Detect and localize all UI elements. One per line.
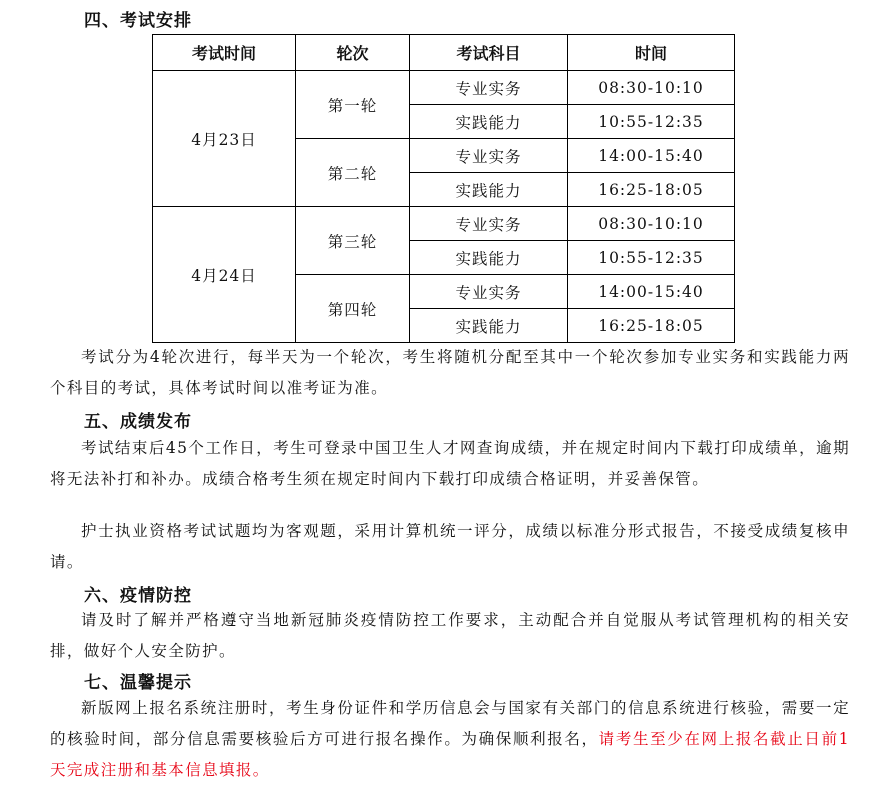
- round-cell: 第三轮: [296, 207, 410, 275]
- time-cell: 16:25-18:05: [568, 309, 735, 343]
- subject-cell: 专业实务: [410, 139, 568, 173]
- paragraph-results-2: 护士执业资格考试试题均为客观题，采用计算机统一评分，成绩以标准分形式报告，不接受成绩复核申请。: [50, 522, 850, 571]
- header-time: 时间: [568, 35, 735, 71]
- time-cell: 14:00-15:40: [568, 275, 735, 309]
- paragraph-tips: [50, 693, 850, 786]
- time-cell: 08:30-10:10: [568, 207, 735, 241]
- subject-cell: 实践能力: [410, 309, 568, 343]
- time-cell: 16:25-18:05: [568, 173, 735, 207]
- date-cell: 4月24日: [153, 207, 296, 343]
- header-exam-date: 考试时间: [153, 35, 296, 71]
- round-cell: 第四轮: [296, 275, 410, 343]
- date-cell: 4月23日: [153, 71, 296, 207]
- subject-cell: 实践能力: [410, 241, 568, 275]
- paragraph-results-1: 考试结束后45个工作日，考生可登录中国卫生人才网查询成绩，并在规定时间内下载打印成绩单，逾期将无法补打和补办。成绩合格考生须在规定时间内下载打印成绩合格证明，并妥善保管。: [50, 439, 850, 488]
- paragraph-epidemic: 请及时了解并严格遵守当地新冠肺炎疫情防控工作要求，主动配合并自觉服从考试管理机构的相关安排，做好个人安全防护。: [50, 611, 850, 660]
- table-row: [153, 71, 735, 105]
- subject-cell: 实践能力: [410, 105, 568, 139]
- subject-cell: 专业实务: [410, 71, 568, 105]
- section-7-heading: 七、温馨提示: [84, 673, 192, 693]
- section-5-heading: 五、成绩发布: [84, 412, 192, 432]
- header-round: 轮次: [296, 35, 410, 71]
- round-cell: 第一轮: [296, 71, 410, 139]
- exam-schedule-table: [152, 34, 735, 343]
- table-header-row: [153, 35, 735, 71]
- section-4-heading: 四、考试安排: [84, 11, 192, 31]
- tips-text: 新版网上报名系统注册时，考生身份证件和学历信息会与国家有关部门的信息系统进行核验，需要一定的核验时间，部分信息需要核验后方可进行报名操作。为确保顺利报名，: [50, 699, 850, 748]
- tips-red-notice: 请考生至少在网上报名截止日前1天完成注册和基本信息填报。: [50, 730, 850, 779]
- subject-cell: 专业实务: [410, 207, 568, 241]
- section-6-heading: 六、疫情防控: [84, 586, 192, 606]
- header-subject: 考试科目: [410, 35, 568, 71]
- subject-cell: 专业实务: [410, 275, 568, 309]
- time-cell: 14:00-15:40: [568, 139, 735, 173]
- table-row: [153, 207, 735, 241]
- time-cell: 10:55-12:35: [568, 105, 735, 139]
- paragraph-rounds: 考试分为4轮次进行，每半天为一个轮次，考生将随机分配至其中一个轮次参加专业实务和实践能力两个科目的考试，具体考试时间以准考证为准。: [50, 348, 850, 397]
- round-cell: 第二轮: [296, 139, 410, 207]
- subject-cell: 实践能力: [410, 173, 568, 207]
- time-cell: 08:30-10:10: [568, 71, 735, 105]
- time-cell: 10:55-12:35: [568, 241, 735, 275]
